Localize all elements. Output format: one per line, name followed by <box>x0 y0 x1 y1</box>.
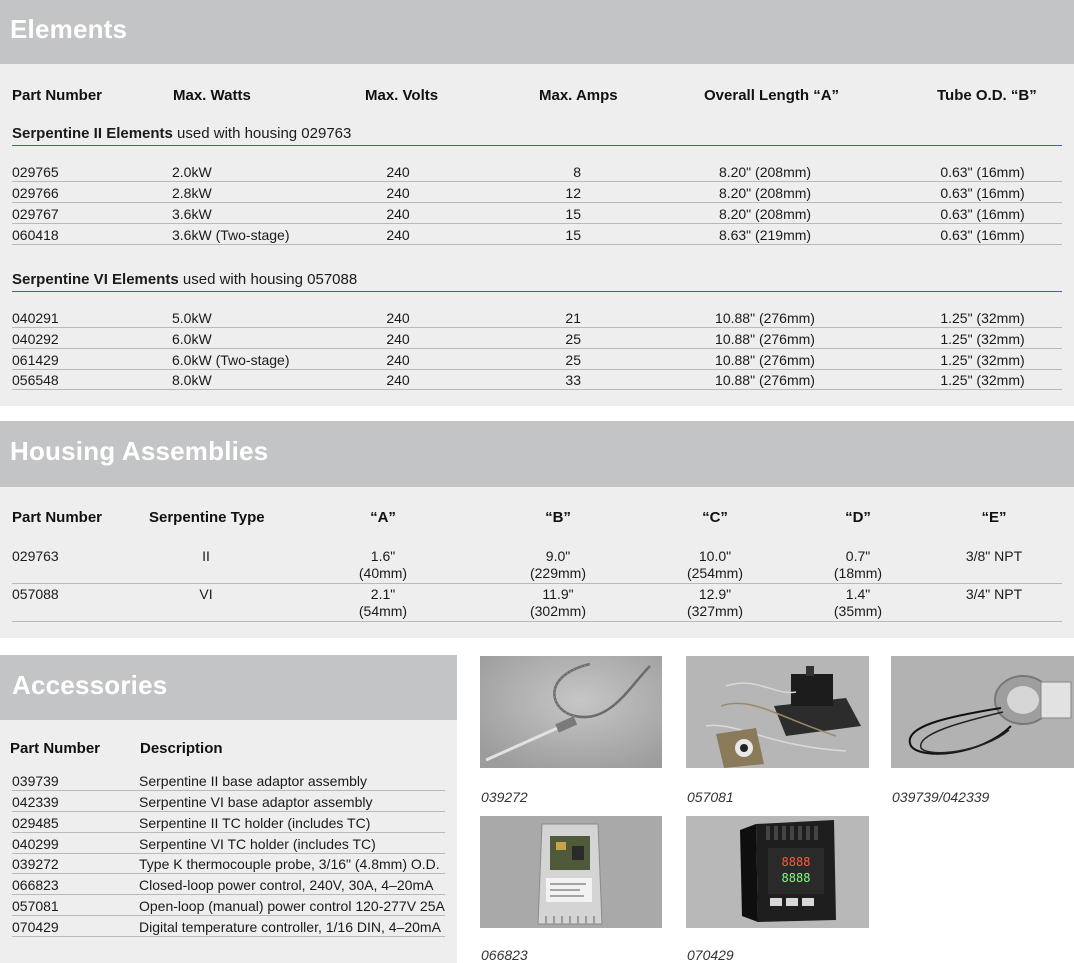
description: Closed-loop power control, 240V, 30A, 4–20mA <box>139 877 434 893</box>
part-number: 029763 <box>12 548 59 564</box>
description: Open-loop (manual) power control 120-277V 25A <box>139 898 445 914</box>
digital-controller-icon <box>686 816 869 928</box>
part-number: 061429 <box>12 352 59 368</box>
serpentine-type: II <box>202 548 210 564</box>
housing-header-part-number: Part Number <box>12 509 103 526</box>
power-control-module-photo <box>686 656 869 768</box>
row-divider <box>12 936 445 937</box>
dim-d-mm: (18mm) <box>833 565 883 581</box>
housing-header-e: “E” <box>981 509 1007 526</box>
display-lower: 8888 <box>781 871 811 885</box>
row-divider <box>12 583 1062 584</box>
elements-title: Elements <box>10 14 128 44</box>
housing-title-band <box>0 421 1074 487</box>
housing-title: Housing Assemblies <box>10 436 269 466</box>
serpentine-type: VI <box>199 586 213 602</box>
max-amps: 25 <box>565 331 581 347</box>
part-number: 039739 <box>12 773 59 789</box>
overall-length: 8.20" (208mm) <box>718 206 812 222</box>
description: Serpentine VI base adaptor assembly <box>139 794 373 810</box>
max-amps: 33 <box>565 372 581 388</box>
tube-od: 0.63" (16mm) <box>940 164 1025 180</box>
overall-length: 10.88" (276mm) <box>715 310 815 326</box>
base-adaptor-icon <box>891 656 1074 768</box>
part-number: 029767 <box>12 206 59 222</box>
part-number: 042339 <box>12 794 59 810</box>
group-name: Serpentine II Elements <box>12 125 173 142</box>
row-divider <box>12 223 1062 224</box>
group-heading <box>12 125 351 142</box>
description: Serpentine II TC holder (includes TC) <box>139 815 371 831</box>
max-watts: 6.0kW <box>172 331 212 347</box>
housing-header-d: “D” <box>845 509 871 526</box>
tube-od: 0.63" (16mm) <box>940 185 1025 201</box>
overall-length: 8.20" (208mm) <box>718 185 812 201</box>
part-number: 029766 <box>12 185 59 201</box>
dim-b-in: 11.9" <box>542 586 574 602</box>
row-divider <box>12 853 445 854</box>
tube-od: 0.63" (16mm) <box>940 227 1025 243</box>
dim-c-in: 12.9" <box>698 586 732 602</box>
accessories-title-band <box>0 655 457 720</box>
elements-header-tube-od: Tube O.D. “B” <box>937 87 1037 104</box>
part-number: 029485 <box>12 815 59 831</box>
tube-od: 1.25" (32mm) <box>940 372 1025 388</box>
part-number: 066823 <box>12 877 59 893</box>
description: Digital temperature controller, 1/16 DIN, 4–20mA <box>139 919 441 935</box>
max-volts: 240 <box>386 352 410 368</box>
part-number: 056548 <box>12 372 59 388</box>
housing-header-c: “C” <box>702 509 728 526</box>
part-number: 039272 <box>12 856 59 872</box>
part-number: 040292 <box>12 331 59 347</box>
accessories-header-description: Description <box>140 740 223 757</box>
row-divider <box>12 894 445 895</box>
elements-header-overall-length: Overall Length “A” <box>704 87 840 104</box>
dim-a-mm: (54mm) <box>358 603 408 619</box>
row-divider <box>12 790 445 791</box>
part-number: 060418 <box>12 227 59 243</box>
dim-c-mm: (327mm) <box>686 603 743 619</box>
part-number: 029765 <box>12 164 59 180</box>
part-number: 040299 <box>12 836 59 852</box>
row-divider <box>12 832 445 833</box>
thermocouple-probe-icon <box>480 656 662 768</box>
max-watts: 8.0kW <box>172 372 212 388</box>
row-divider <box>12 621 1062 622</box>
elements-header-part-number: Part Number <box>12 87 103 104</box>
dim-d-in: 0.7" <box>845 548 871 564</box>
photo-caption: 070429 <box>687 947 734 963</box>
photo-caption: 039739/042339 <box>892 789 990 805</box>
row-divider <box>12 915 445 916</box>
accessories-title: Accessories <box>12 670 168 700</box>
part-number: 070429 <box>12 919 59 935</box>
description: Serpentine VI TC holder (includes TC) <box>139 836 376 852</box>
overall-length: 8.20" (208mm) <box>718 164 812 180</box>
row-divider <box>12 348 1062 349</box>
tube-od: 1.25" (32mm) <box>940 352 1025 368</box>
row-divider <box>12 389 1062 390</box>
max-volts: 240 <box>386 185 410 201</box>
max-watts: 2.0kW <box>172 164 212 180</box>
dim-e: 3/4" NPT <box>965 586 1023 602</box>
row-divider <box>12 181 1062 182</box>
dim-a-in: 1.6" <box>370 548 396 564</box>
group-divider <box>12 145 1062 146</box>
elements-header-max-volts: Max. Volts <box>365 87 439 104</box>
row-divider <box>12 202 1062 203</box>
overall-length: 8.63" (219mm) <box>718 227 812 243</box>
housing-header-b: “B” <box>545 509 571 526</box>
max-watts: 2.8kW <box>172 185 212 201</box>
group-heading <box>12 271 357 288</box>
display-upper: 8888 <box>781 855 811 869</box>
max-amps: 12 <box>565 185 581 201</box>
max-watts: 3.6kW (Two-stage) <box>172 227 290 243</box>
part-number: 040291 <box>12 310 59 326</box>
dim-c-mm: (254mm) <box>686 565 743 581</box>
row-divider <box>12 369 1062 370</box>
group-note: used with housing 057088 <box>178 271 358 288</box>
max-volts: 240 <box>386 331 410 347</box>
max-amps: 8 <box>573 164 581 180</box>
max-volts: 240 <box>386 227 410 243</box>
power-control-heatsink-icon <box>480 816 662 928</box>
row-divider <box>12 811 445 812</box>
overall-length: 10.88" (276mm) <box>715 331 815 347</box>
base-adaptor-photo <box>891 656 1074 768</box>
max-volts: 240 <box>386 206 410 222</box>
elements-header-max-watts: Max. Watts <box>173 87 251 104</box>
group-note: used with housing 029763 <box>172 125 352 142</box>
dim-b-mm: (302mm) <box>529 603 586 619</box>
dim-c-in: 10.0" <box>698 548 732 564</box>
photo-caption: 066823 <box>481 947 528 963</box>
housing-header-serpentine-type: Serpentine Type <box>149 509 265 526</box>
power-control-module-icon <box>686 656 869 768</box>
tube-od: 1.25" (32mm) <box>940 331 1025 347</box>
max-volts: 240 <box>386 164 410 180</box>
digital-controller-photo <box>686 816 869 928</box>
row-divider <box>12 327 1062 328</box>
max-amps: 21 <box>565 310 581 326</box>
part-number: 057081 <box>12 898 59 914</box>
accessories-header-part-number: Part Number <box>10 740 101 757</box>
part-number: 057088 <box>12 586 59 602</box>
group-divider <box>12 291 1062 292</box>
max-amps: 15 <box>565 206 581 222</box>
max-amps: 15 <box>565 227 581 243</box>
row-divider <box>12 244 1062 245</box>
description: Type K thermocouple probe, 3/16" (4.8mm) O.D. <box>139 856 440 872</box>
group-name: Serpentine VI Elements <box>12 271 179 288</box>
max-watts: 6.0kW (Two-stage) <box>172 352 290 368</box>
dim-b-in: 9.0" <box>545 548 571 564</box>
tube-od: 1.25" (32mm) <box>940 310 1025 326</box>
overall-length: 10.88" (276mm) <box>715 372 815 388</box>
dim-a-in: 2.1" <box>370 586 396 602</box>
max-watts: 5.0kW <box>172 310 212 326</box>
max-watts: 3.6kW <box>172 206 212 222</box>
thermocouple-probe-photo <box>480 656 662 768</box>
max-volts: 240 <box>386 372 410 388</box>
dim-a-mm: (40mm) <box>358 565 408 581</box>
housing-header-a: “A” <box>370 509 396 526</box>
tube-od: 0.63" (16mm) <box>940 206 1025 222</box>
photo-caption: 039272 <box>481 789 528 805</box>
dim-d-in: 1.4" <box>845 586 871 602</box>
elements-title-band <box>0 0 1074 64</box>
dim-e: 3/8" NPT <box>965 548 1023 564</box>
power-control-heatsink-photo <box>480 816 662 928</box>
dim-b-mm: (229mm) <box>529 565 586 581</box>
overall-length: 10.88" (276mm) <box>715 352 815 368</box>
description: Serpentine II base adaptor assembly <box>139 773 368 789</box>
row-divider <box>12 873 445 874</box>
photo-caption: 057081 <box>687 789 734 805</box>
max-amps: 25 <box>565 352 581 368</box>
max-volts: 240 <box>386 310 410 326</box>
elements-header-max-amps: Max. Amps <box>539 87 618 104</box>
dim-d-mm: (35mm) <box>833 603 883 619</box>
